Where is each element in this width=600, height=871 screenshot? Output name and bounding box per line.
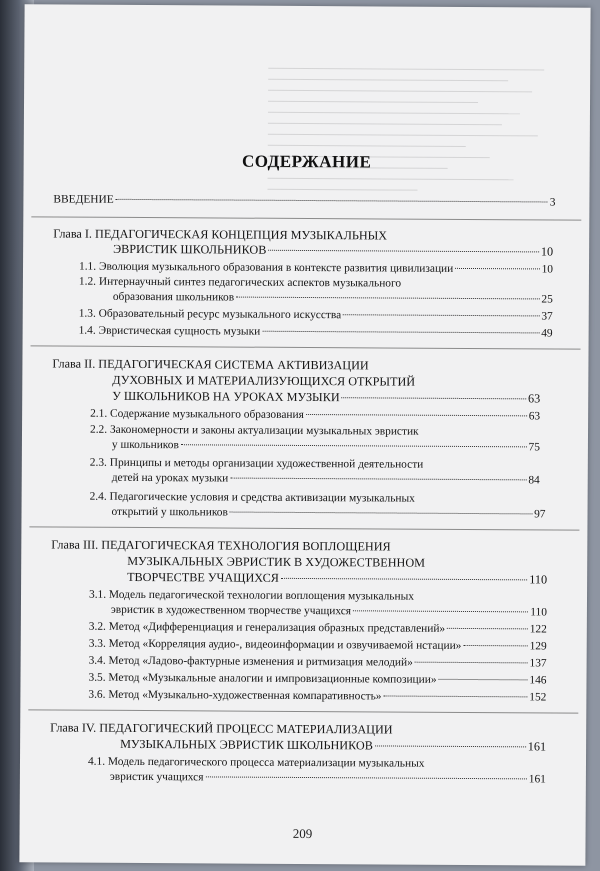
toc-entry-label: 2.1. Содержание музыкального образования [90,407,304,421]
toc-entry-page: 3 [549,196,556,209]
toc-entry-1-2-line1: 1.2. Интернаучный синтез педагогических аспектов музыкального [78,275,402,290]
toc-entry-page: 110 [530,606,547,619]
chapter-2-heading: Глава II. ПЕДАГОГИЧЕСКАЯ СИСТЕМА АКТИВИЗАЦИИ [52,356,369,373]
toc-entry-page: 49 [541,327,553,340]
toc-entry-3-6 [88,688,546,705]
toc-entry-label: эвристик учащихся [109,770,204,784]
toc-entry-1-4 [79,324,553,341]
toc-entry-1-3 [79,307,553,324]
page-number: 209 [292,825,313,842]
page-title: СОДЕРЖАНИЕ [241,151,372,172]
toc-entry-3-4 [89,654,547,671]
toc-entry-label: у школьников [111,438,179,452]
toc-entry-page: 10 [541,263,554,276]
toc-entry-label: 1.1. Эволюция музыкального образования в контексте развития цивилизации [78,260,454,275]
toc-entry-page: 75 [528,441,540,454]
toc-entry-4-1 [110,770,546,787]
chapter-2-heading-cont [112,389,540,406]
toc-entry-page: 129 [529,640,547,653]
toc-entry-3-1-line1: 3.1. Модель педагогической технологии воплощения музыкальных [88,588,414,603]
toc-entry-label: 3.2. Метод «Дифференциация и генерализация образных представлений» [88,620,446,635]
toc-entry-label: 3.6. Метод «Музыкально-художественная компаративность» [88,688,382,703]
toc-entry-page: 137 [529,657,547,670]
toc-entry-2-3 [112,471,540,488]
toc-entry-page: 63 [528,410,541,423]
toc-entry-page: 122 [529,623,547,636]
chapter-3-heading-cont [127,570,547,587]
toc-entry-label: ВВЕДЕНИЕ [53,193,114,206]
toc-entry-page: 161 [528,773,546,786]
toc-entry-4-1-line1: 4.1. Модель педагогического процесса материализации музыкальных [87,755,425,770]
toc-entry-label: образования школьников [112,290,235,304]
divider [31,345,581,349]
toc-entry-1-1 [79,260,553,277]
table-of-contents [19,4,590,865]
divider [31,216,581,220]
toc-entry-3-2 [89,620,547,637]
toc-entry-label: открытий у школьников [111,505,228,519]
toc-entry-label: 1.3. Образовательный ресурс музыкального искусства [78,307,342,322]
toc-entry-page: 63 [527,391,541,406]
toc-entry-2-2-line1: 2.2. Закономерности и законы актуализации музыкальных эвристик [89,423,419,438]
toc-entry-3-3 [89,637,547,654]
book-page [19,4,590,865]
divider [29,526,579,530]
toc-entry-page: 110 [529,572,548,587]
toc-entry-page: 37 [541,310,553,323]
toc-entry-page: 152 [529,691,547,704]
toc-entry-label: 1.4. Эвристическая сущность музыки [78,324,261,338]
toc-entry-2-3-line1: 2.3. Принципы и методы организации художественной деятельности [89,456,424,471]
chapter-4-heading-cont [120,737,546,754]
chapter-3-heading: Глава III. ПЕДАГОГИЧЕСКАЯ ТЕХНОЛОГИЯ ВОПЛОЩЕНИЯ [51,537,391,554]
toc-entry-label: 3.4. Метод «Ладово-фактурные изменения и ритмизация мелодий» [88,654,413,669]
chapter-3-heading-line2: МУЗЫКАЛЬНЫХ ЭВРИСТИК В ХУДОЖЕСТВЕННОМ [127,553,426,570]
toc-entry-label: 3.5. Метод «Музыкальные аналогии и импровизационные композиции» [88,671,437,686]
toc-entry-intro [53,192,555,209]
toc-entry-page: 97 [534,508,546,521]
chapter-2-heading-line2: ДУХОВНЫХ И МАТЕРИАЛИЗУЮЩИХСЯ ОТКРЫТИЙ [112,372,416,389]
chapter-1-heading: Глава I. ПЕДАГОГИЧЕСКАЯ КОНЦЕПЦИЯ МУЗЫКАЛЬНЫХ [53,226,388,243]
toc-entry-3-5 [88,671,546,688]
toc-entry-2-4 [111,505,545,522]
toc-entry-page: 161 [527,739,547,754]
toc-entry-2-1 [90,407,540,424]
toc-entry-page: 10 [540,244,554,259]
toc-entry-1-2 [113,290,553,307]
toc-entry-3-1 [111,603,547,620]
toc-entry-label: ТВОРЧЕСТВЕ УЧАЩИХСЯ [127,569,279,585]
toc-entry-label: детей на уроках музыки [111,471,229,485]
toc-entry-page: 25 [541,293,553,306]
chapter-1-heading-cont [113,242,553,259]
divider [28,709,578,713]
toc-entry-page: 84 [528,474,540,487]
toc-entry-label: У ШКОЛЬНИКОВ НА УРОКАХ МУЗЫКИ [112,388,340,405]
toc-entry-label: МУЗЫКАЛЬНЫХ ЭВРИСТИК ШКОЛЬНИКОВ [120,736,373,753]
toc-entry-2-2 [112,438,540,455]
chapter-4-heading: Глава IV. ПЕДАГОГИЧЕСКИЙ ПРОЦЕСС МАТЕРИАЛИЗАЦИИ [50,720,393,737]
toc-entry-page: 146 [529,674,547,687]
toc-entry-label: 3.3. Метод «Корреляция аудио-, видеоинформации и озвучиваемой нстации» [88,637,462,652]
toc-entry-label: ЭВРИСТИК ШКОЛЬНИКОВ [113,241,267,257]
toc-entry-label: эвристик в художественном творчестве учащихся [110,603,352,618]
toc-entry-2-4-line1: 2.4. Педагогические условия и средства активизации музыкальных [89,490,415,505]
